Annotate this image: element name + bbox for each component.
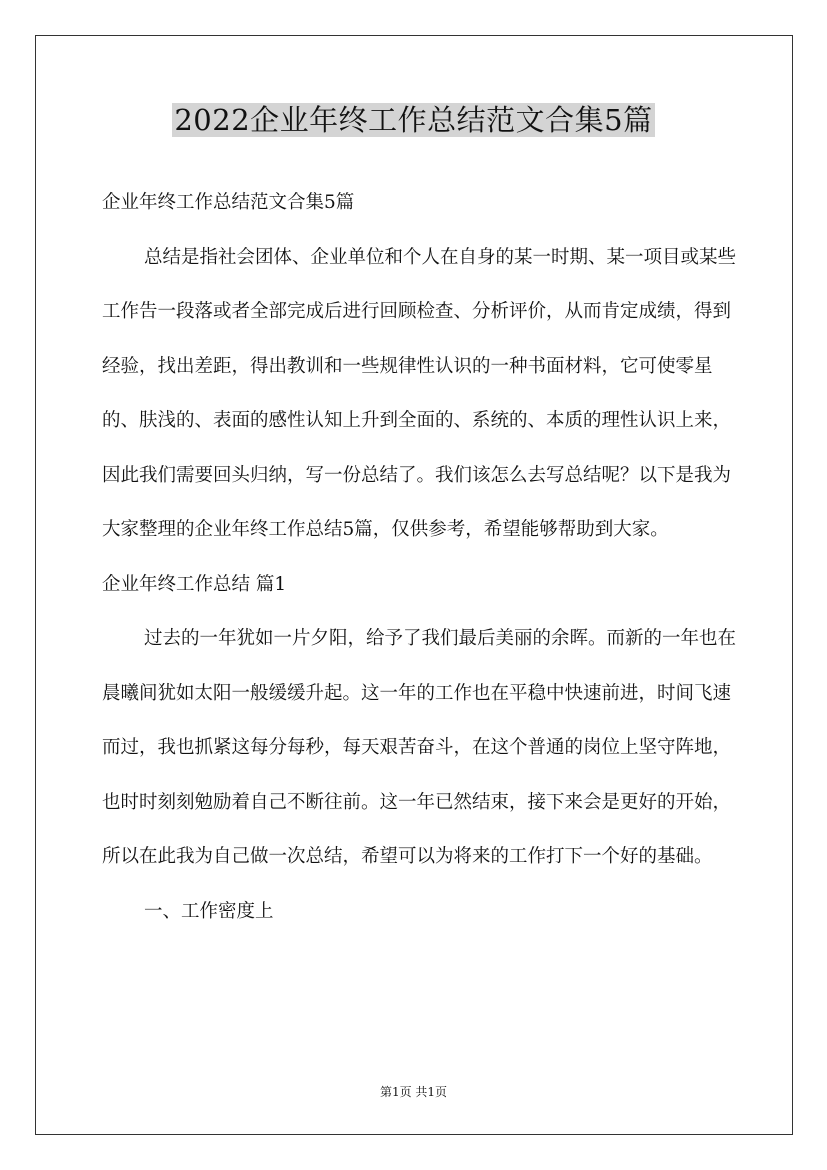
sub-heading: 一、工作密度上 bbox=[144, 900, 274, 922]
document-title: 2022企业年终工作总结范文合集5篇 bbox=[174, 103, 653, 137]
subtitle: 企业年终工作总结范文合集5篇 bbox=[102, 192, 355, 213]
document-body bbox=[102, 176, 742, 939]
intro-paragraph: 总结是指社会团体、企业单位和个人在自身的某一时期、某一项目或某些工作告一段落或者全部完成后进行回顾检查、分析评价，从而肯定成绩，得到经验，找出差距，得出教训和一些规律性认识的一种书面材料，它可使零星的、肤浅的、表面的感性认知上升到全面的、系统的、本质的理性认识上来，因此我们需要回头归纳，写一份总结了。我们该怎么去写总结呢？以下是我为大家整理的企业年终工作总结5篇，仅供参考，希望能够帮助到大家。 bbox=[102, 246, 737, 540]
paragraph-1: 过去的一年犹如一片夕阳，给予了我们最后美丽的余晖。而新的一年也在晨曦间犹如太阳一般缓缓升起。这一年的工作也在平稳中快速前进，时间飞速而过，我也抓紧这每分每秒，每天艰苦奋斗，在这个普通的岗位上坚守阵地，也时时刻刻勉励着自己不断往前。这一年已然结束，接下来会是更好的开始，所以在此我为自己做一次总结，希望可以为将来的工作打下一个好的基础。 bbox=[102, 628, 737, 867]
document-title-wrap bbox=[0, 98, 827, 142]
page-footer: 第1页 共1页 bbox=[379, 1085, 448, 1099]
section-heading: 企业年终工作总结 篇1 bbox=[102, 573, 287, 595]
